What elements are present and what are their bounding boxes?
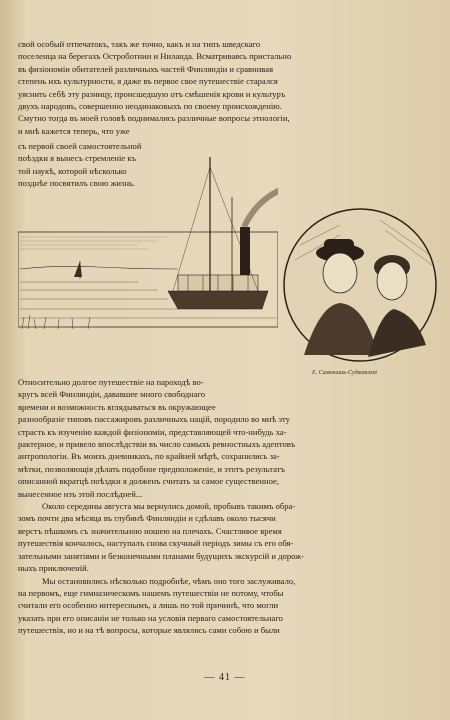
text-line: путешествія, но и на тѣ вопросы, которые являлись сами собою и были <box>18 625 280 636</box>
portrait-medallion <box>280 205 440 365</box>
text-line: путешествія кончалось, наступалъ снова скучный періодъ зимы съ его обя- <box>18 538 294 549</box>
text-line: указать при его описаніи не только на условія перваго самостоятельнаго <box>18 612 283 623</box>
text-line: верстъ пѣшкомъ съ значительною ношею на плечахъ. Счастливое время <box>18 525 282 536</box>
text-line: времени и возможность вглядываться въ окружающее <box>18 401 216 412</box>
text-line: вынесенное изъ этой послѣдней... <box>18 488 143 499</box>
text-line: уяснить себѣ эту разницу, происшедшую отъ смѣшенія крови и культуръ <box>18 88 286 99</box>
text-line: свой особый отпечатокъ, такъ же точно, какъ и на типъ шведскаго <box>18 39 261 49</box>
text-line: мѣтки, позволяющія дѣлать подобное предположеніе, и этотъ результатъ <box>18 463 285 474</box>
text-line: двухъ народовъ, совершенно неодинаковыхъ по своему происхожденію. <box>18 101 282 112</box>
text-line: ныхъ приключеній. <box>18 563 89 574</box>
text-line: зомъ почти два мѣсяца въ глубинѣ Финляндіи и сдѣлавъ около тысячи <box>18 513 276 524</box>
text-line: Мы остановились нѣсколько подробнѣе, чѣмъ оно того заслуживало, <box>42 575 296 586</box>
steamship-illustration <box>18 157 278 339</box>
text-line: въ физіономіи обитателей различныхъ частей Финляндіи и сравнивая <box>18 63 274 74</box>
text-line: съ первой своей самостоятельной <box>18 141 142 151</box>
artist-signature: Е. Самокишъ-Судковская <box>312 370 377 376</box>
text-line: Относительно долгое путешествіе на пароходѣ во- <box>18 377 204 387</box>
text-line: описанной вкратцѣ поѣздки я долженъ считать за самое существенное, <box>18 476 279 487</box>
text-line: страсть къ изученію каждой физіономіи, представляющей что-нибудь ха- <box>18 426 287 437</box>
text-line: степень ихъ культурности, я даже въ первое свое путешествіе старался <box>18 76 278 87</box>
text-line: поѣздки я вынесъ стремленіе къ <box>18 153 136 164</box>
text-line: Около середины августа мы вернулись домой, пробывъ такимъ обра- <box>42 501 296 512</box>
text-line: на первомъ, еще гимназическомъ нашемъ путешествіи не потому, чтобы <box>18 587 284 598</box>
text-line: позднѣе посвятилъ свою жизнь. <box>18 178 136 189</box>
text-line: антропологіи. Въ моихъ дневникахъ, по крайней мѣрѣ, сохранились за- <box>18 451 280 462</box>
text-line: кругъ всей Финляндіи, дававшее много свободнаго <box>18 389 206 400</box>
paragraph-main <box>18 376 376 637</box>
text-line: и мнѣ кажется теперь, что уже <box>18 125 130 136</box>
text-line: разнообразіе типовъ пассажировъ различныхъ націй, породило во мнѣ эту <box>18 414 290 425</box>
text-line: зательными занятіями и безконечными планами будущихъ экскурсій и дорож- <box>18 550 305 561</box>
text-line: рактерное, и привело впослѣдствіи въ число самыхъ ревностныхъ адептовъ <box>18 439 296 450</box>
text-line: той наукѣ, которой нѣсколько <box>18 165 127 176</box>
text-line: считали его особенно интереснымъ, а лишь по той причинѣ, что могли <box>18 600 279 611</box>
text-line: поселенца на берегахъ Остроботнии и Ниланда. Всматриваясь пристально <box>18 51 292 62</box>
paragraph-top <box>18 38 376 137</box>
page-number: — 41 — <box>204 672 246 683</box>
text-line: Смутно тогда въ моей головѣ поднимались различные вопросы этнологіи, <box>18 113 290 124</box>
